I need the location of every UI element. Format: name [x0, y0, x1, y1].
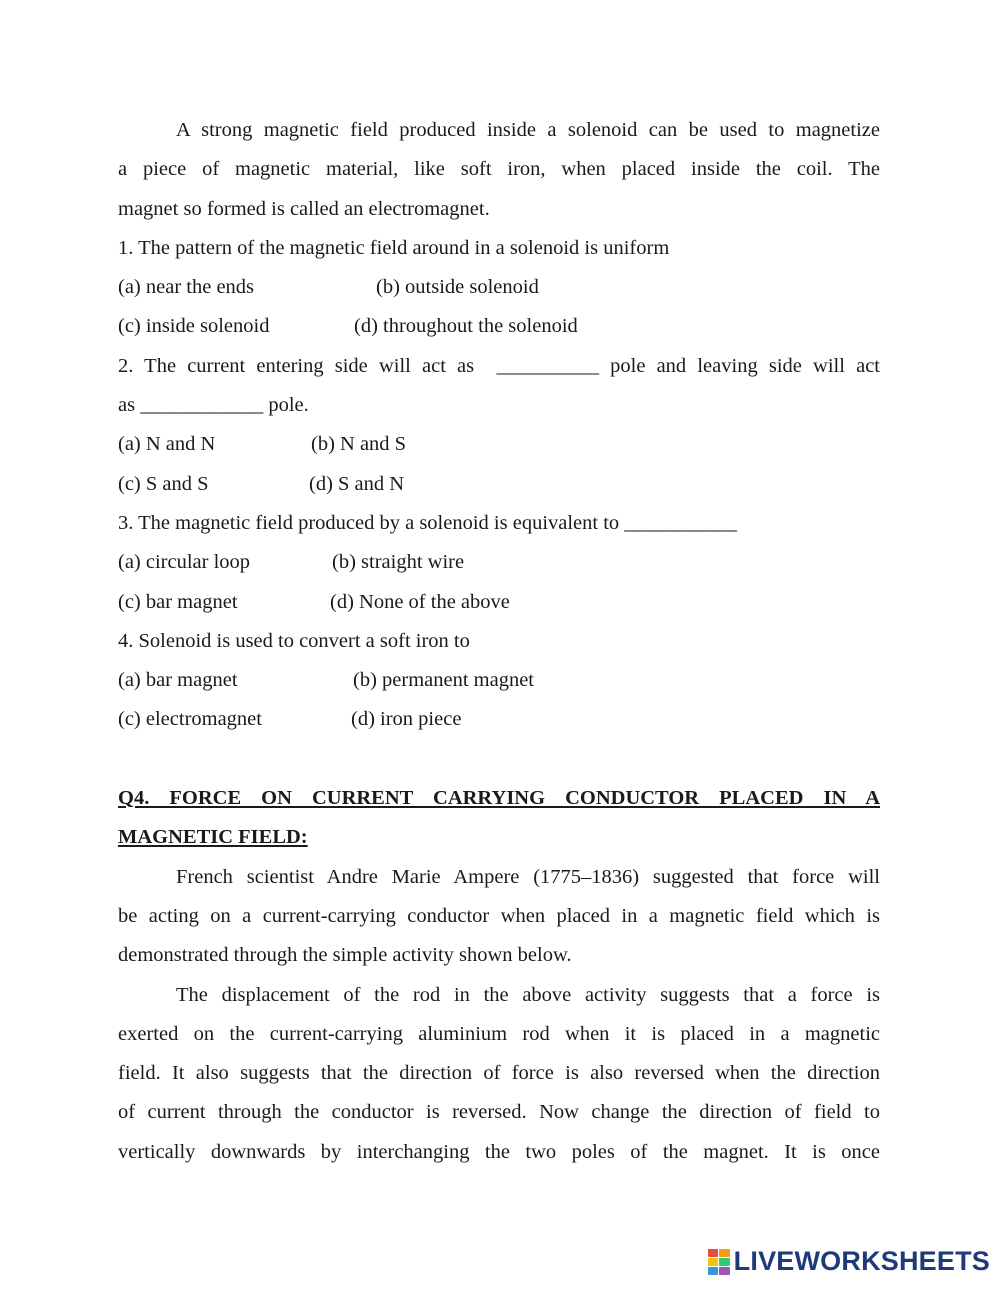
option-d[interactable]: (d) throughout the solenoid	[354, 315, 578, 338]
option-a[interactable]: (a) near the ends	[118, 276, 255, 299]
spacer	[118, 740, 880, 779]
section-heading-line-1: Q4. FORCE ON CURRENT CARRYING CONDUCTOR PLACED IN A	[118, 787, 880, 810]
paragraph-2-line-4: of current through the conductor is reversed. Now change the direction of field to	[118, 1101, 880, 1124]
option-a[interactable]: (a) N and N	[118, 433, 216, 456]
option-d[interactable]: (d) iron piece	[351, 708, 462, 731]
option-d[interactable]: (d) None of the above	[330, 590, 510, 613]
intro-line-2: a piece of magnetic material, like soft iron, when placed inside the coil. The	[118, 158, 880, 181]
option-d[interactable]: (d) S and N	[309, 472, 405, 495]
logo-block	[708, 1258, 719, 1266]
question-3-text: 3. The magnetic field produced by a solenoid is equivalent to ___________	[118, 511, 738, 534]
option-b[interactable]: (b) outside solenoid	[376, 276, 539, 299]
logo-block	[708, 1249, 719, 1257]
question-1-options-row-1	[118, 268, 880, 307]
option-a[interactable]: (a) circular loop	[118, 551, 251, 574]
paragraph-2-line-2: exerted on the current-carrying aluminium rod when it is placed in a magnetic	[118, 1022, 880, 1045]
paragraph-1-line-1: French scientist Andre Marie Ampere (1775–1836) suggested that force will	[176, 865, 880, 888]
paragraph-2-line-5: vertically downwards by interchanging the two poles of the magnet. It is once	[118, 1140, 880, 1163]
question-2-options-row-2	[118, 465, 880, 504]
question-4-text: 4. Solenoid is used to convert a soft iron to	[118, 629, 470, 652]
paragraph-1-line-3: demonstrated through the simple activity shown below.	[118, 944, 572, 967]
option-b[interactable]: (b) N and S	[311, 433, 407, 456]
question-4-options-row-1	[118, 661, 880, 700]
question-2-text-line-2: as ____________ pole.	[118, 394, 309, 417]
logo-block	[719, 1249, 730, 1257]
paragraph-2-line-3: field. It also suggests that the direction of force is also reversed when the direction	[118, 1062, 880, 1085]
option-c[interactable]: (c) S and S	[118, 472, 209, 495]
option-b[interactable]: (b) straight wire	[332, 551, 465, 574]
logo-block	[719, 1258, 730, 1266]
question-2-options-row-1	[118, 425, 880, 464]
logo-text: LIVEWORKSHEETS	[733, 1246, 990, 1276]
question-1-text: 1. The pattern of the magnetic field around in a solenoid is uniform	[118, 236, 670, 259]
question-2-text-line-1: 2. The current entering side will act as __________ pole and leaving side will act	[118, 354, 880, 377]
paragraph-1-line-2: be acting on a current-carrying conductor when placed in a magnetic field which is	[118, 904, 880, 927]
question-3-options-row-1	[118, 543, 880, 582]
worksheet-page	[118, 111, 880, 1172]
question-4-options-row-2	[118, 700, 880, 739]
logo-block	[708, 1267, 719, 1275]
question-3-options-row-2	[118, 583, 880, 622]
paragraph-2-line-1: The displacement of the rod in the above activity suggests that a force is	[176, 983, 880, 1006]
intro-line-3: magnet so formed is called an electromagnet.	[118, 197, 490, 220]
logo-blocks-icon	[708, 1249, 730, 1275]
liveworksheets-logo[interactable]	[708, 1246, 990, 1277]
logo-block	[719, 1267, 730, 1275]
option-c[interactable]: (c) bar magnet	[118, 590, 238, 613]
section-heading-line-2: MAGNETIC FIELD:	[118, 826, 308, 849]
option-c[interactable]: (c) electromagnet	[118, 708, 262, 731]
option-a[interactable]: (a) bar magnet	[118, 669, 238, 692]
option-c[interactable]: (c) inside solenoid	[118, 315, 270, 338]
intro-line-1: A strong magnetic field produced inside a solenoid can be used to magnetize	[176, 119, 880, 141]
question-1-options-row-2	[118, 307, 880, 346]
option-b[interactable]: (b) permanent magnet	[353, 669, 535, 692]
